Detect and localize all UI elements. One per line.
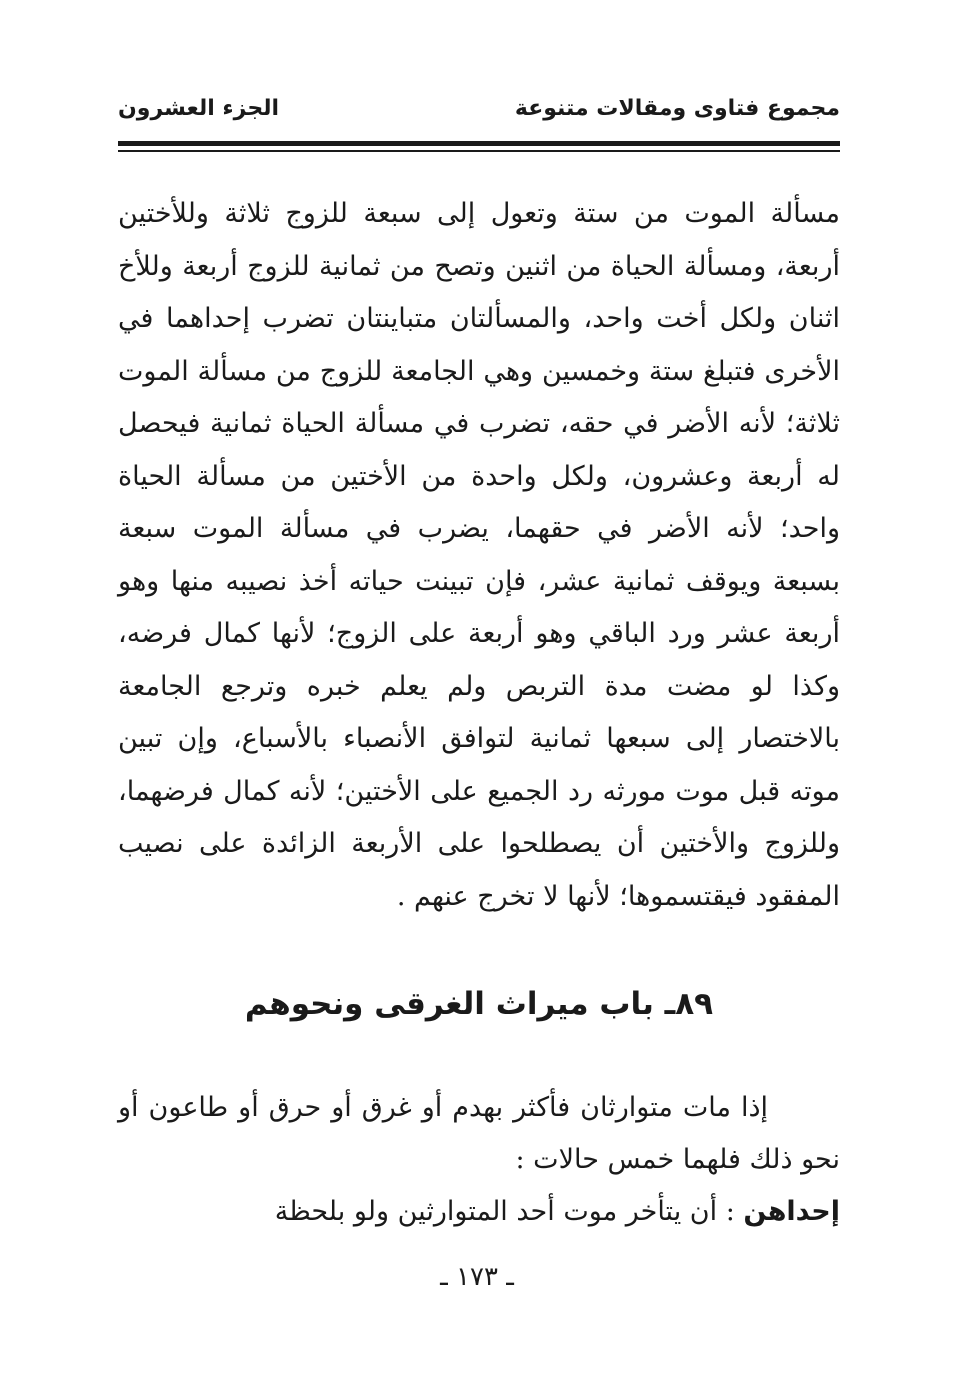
- volume-title: الجزء العشرون: [118, 96, 279, 121]
- section-intro-paragraph: إذا مات متوارثان فأكثر بهدم أو غرق أو حرق أو طاعون أو نحو ذلك فلهما خمس حالات :: [118, 1092, 840, 1175]
- page-header: [118, 96, 840, 136]
- case-text: : أن يتأخر موت أحد المتوارثين ولو بلحظة: [274, 1196, 744, 1227]
- book-title: مجموع فتاوى ومقالات متنوعة: [514, 96, 840, 121]
- chapter-heading: ٨٩ـ باب ميراث الغرقى ونحوهم: [244, 986, 714, 1022]
- header-rule-thick: [118, 141, 840, 146]
- body-paragraph: مسألة الموت من ستة وتعول إلى سبعة للزوج ثلاثة وللأختين أربعة، ومسألة الحياة من اثنين وتصح من ثمانية للزوج أربعة وللأخ اثنان ولكل أخت واحد، والمسألتان متباينتان تضرب إحداهما في الأخرى فتبلغ ستة وخمسين وهي الجامعة للزوج من مسألة الموت ثلاثة؛ لأنه الأضر في حقه، تضرب في مسألة الحياة ثمانية فيحصل له أربعة وعشرون، ولكل واحدة من الأختين من مسألة الحياة واحد؛ لأنه الأضر في حقهما، يضرب في مسألة الموت سبعة بسبعة ويوقف ثمانية عشر، فإن تبينت حياته أخذ نصيبه منها وهو أربعة عشر ورد الباقي وهو أربعة على الزوج؛ لأنها كمال فرضه، وكذا لو مضت مدة التربص ولم يعلم خبره وترجع الجامعة بالاختصار إلى سبعها ثمانية لتوافق الأنصباء بالأسباع، وإن تبين موته قبل موت مورثه رد الجميع على الأختين؛ لأنه كمال فرضهما، وللزوج والأختين أن يصطلحوا على الأربعة الزائدة على نصيب المفقود فيقتسموها؛ لأنها لا تخرج عنهم .: [118, 198, 840, 912]
- page-number: ـ ١٧٣ ـ: [440, 1262, 514, 1292]
- case-lead-word: إحداهن: [743, 1196, 840, 1227]
- section-first-case-paragraph: [118, 1186, 840, 1238]
- header-rule-thin: [118, 150, 840, 152]
